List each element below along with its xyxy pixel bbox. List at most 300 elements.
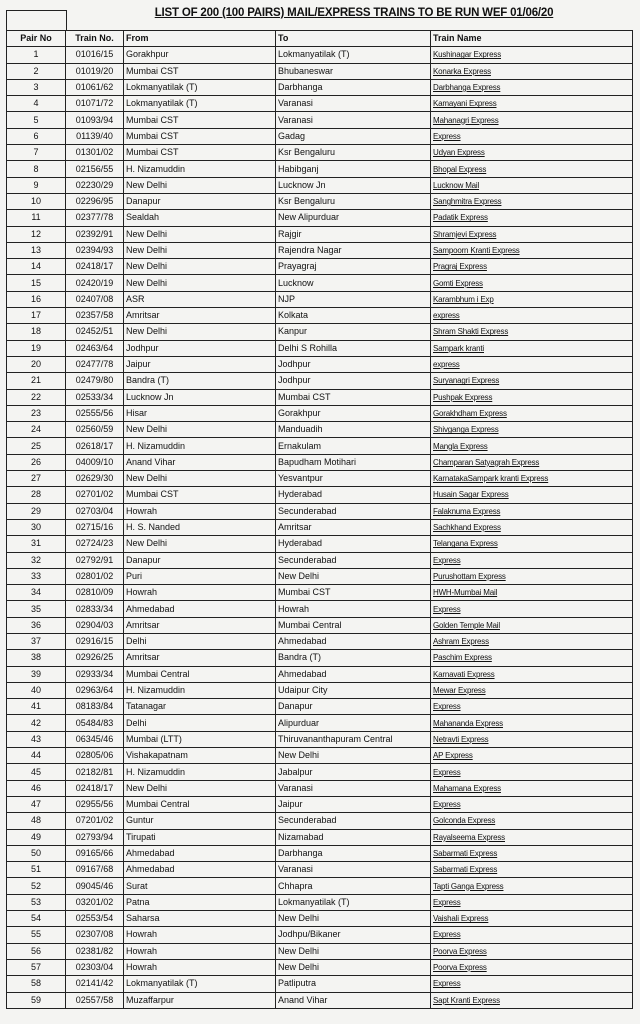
- pair-no-cell: 49: [7, 829, 66, 845]
- train-name-cell: Champaran Satyagrah Express: [431, 454, 633, 470]
- pair-no-cell: 45: [7, 764, 66, 780]
- from-cell: Mumbai CST: [124, 63, 276, 79]
- to-cell: Gadag: [276, 128, 431, 144]
- train-no-cell: 02715/16: [66, 519, 124, 535]
- to-cell: New Alipurduar: [276, 210, 431, 226]
- train-no-cell: 01071/72: [66, 96, 124, 112]
- to-cell: New Delhi: [276, 943, 431, 959]
- to-cell: Chhapra: [276, 878, 431, 894]
- train-name-cell: Golconda Express: [431, 813, 633, 829]
- table-body: [7, 47, 633, 1009]
- from-cell: Bandra (T): [124, 373, 276, 389]
- table-row: [7, 47, 633, 63]
- pair-no-cell: 46: [7, 780, 66, 796]
- from-cell: New Delhi: [124, 471, 276, 487]
- table-row: [7, 715, 633, 731]
- from-cell: New Delhi: [124, 422, 276, 438]
- table-row: [7, 275, 633, 291]
- table-row: [7, 96, 633, 112]
- to-cell: Ksr Bengaluru: [276, 145, 431, 161]
- train-no-cell: 02955/56: [66, 796, 124, 812]
- from-cell: Gorakhpur: [124, 47, 276, 63]
- train-no-cell: 02629/30: [66, 471, 124, 487]
- train-name-cell: Sanghmitra Express: [431, 193, 633, 209]
- table-row: [7, 764, 633, 780]
- table-row: [7, 503, 633, 519]
- train-name-cell: HWH-Mumbai Mail: [431, 585, 633, 601]
- pair-no-cell: 4: [7, 96, 66, 112]
- train-no-cell: 08183/84: [66, 699, 124, 715]
- to-cell: Jodhpur: [276, 373, 431, 389]
- train-name-cell: Karambhum i Exp: [431, 291, 633, 307]
- to-cell: Darbhanga: [276, 845, 431, 861]
- to-cell: Delhi S Rohilla: [276, 340, 431, 356]
- to-cell: New Delhi: [276, 959, 431, 975]
- train-no-cell: 02926/25: [66, 650, 124, 666]
- from-cell: Howrah: [124, 943, 276, 959]
- train-name-cell: Sapt Kranti Express: [431, 992, 633, 1008]
- pair-no-cell: 56: [7, 943, 66, 959]
- from-cell: Lokmanyatilak (T): [124, 976, 276, 992]
- train-name-cell: Vaishali Express: [431, 911, 633, 927]
- to-cell: Jaipur: [276, 796, 431, 812]
- pair-no-cell: 22: [7, 389, 66, 405]
- from-cell: Mumbai Central: [124, 666, 276, 682]
- header-to: To: [276, 31, 431, 47]
- pair-no-cell: 43: [7, 731, 66, 747]
- table-row: [7, 63, 633, 79]
- pair-no-cell: 38: [7, 650, 66, 666]
- table-row: [7, 193, 633, 209]
- from-cell: Lucknow Jn: [124, 389, 276, 405]
- pair-no-cell: 15: [7, 275, 66, 291]
- table-row: [7, 976, 633, 992]
- train-name-cell: Mangla Express: [431, 438, 633, 454]
- train-no-cell: 09167/68: [66, 862, 124, 878]
- to-cell: Mumbai Central: [276, 617, 431, 633]
- pair-no-cell: 30: [7, 519, 66, 535]
- to-cell: Patliputra: [276, 976, 431, 992]
- to-cell: Manduadih: [276, 422, 431, 438]
- train-name-cell: express: [431, 356, 633, 372]
- table-row: [7, 617, 633, 633]
- table-row: [7, 601, 633, 617]
- pair-no-cell: 35: [7, 601, 66, 617]
- to-cell: Prayagraj: [276, 259, 431, 275]
- from-cell: H. Nizamuddin: [124, 161, 276, 177]
- from-cell: Saharsa: [124, 911, 276, 927]
- to-cell: Alipurduar: [276, 715, 431, 731]
- table-row: [7, 813, 633, 829]
- pair-no-cell: 14: [7, 259, 66, 275]
- train-no-cell: 01139/40: [66, 128, 124, 144]
- train-name-cell: Darbhanga Express: [431, 79, 633, 95]
- pair-no-cell: 54: [7, 911, 66, 927]
- to-cell: Ksr Bengaluru: [276, 193, 431, 209]
- pair-no-cell: 17: [7, 308, 66, 324]
- train-name-cell: Kushinagar Express: [431, 47, 633, 63]
- from-cell: Hisar: [124, 405, 276, 421]
- table-row: [7, 568, 633, 584]
- from-cell: Mumbai Central: [124, 796, 276, 812]
- train-name-cell: Konarka Express: [431, 63, 633, 79]
- train-list-table: [6, 30, 633, 1009]
- train-name-cell: Pragraj Express: [431, 259, 633, 275]
- to-cell: Anand Vihar: [276, 992, 431, 1008]
- to-cell: Kanpur: [276, 324, 431, 340]
- to-cell: New Delhi: [276, 748, 431, 764]
- train-no-cell: 02156/55: [66, 161, 124, 177]
- train-no-cell: 02477/78: [66, 356, 124, 372]
- table-row: [7, 927, 633, 943]
- table-row: [7, 324, 633, 340]
- to-cell: Ahmedabad: [276, 666, 431, 682]
- train-no-cell: 02904/03: [66, 617, 124, 633]
- train-name-cell: Express: [431, 927, 633, 943]
- train-name-cell: Husain Sagar Express: [431, 487, 633, 503]
- table-row: [7, 862, 633, 878]
- train-name-cell: Express: [431, 796, 633, 812]
- from-cell: New Delhi: [124, 242, 276, 258]
- table-row: [7, 748, 633, 764]
- from-cell: Delhi: [124, 715, 276, 731]
- train-no-cell: 01061/62: [66, 79, 124, 95]
- pair-no-cell: 55: [7, 927, 66, 943]
- pair-no-cell: 40: [7, 682, 66, 698]
- from-cell: Amritsar: [124, 650, 276, 666]
- to-cell: Darbhanga: [276, 79, 431, 95]
- train-no-cell: 02418/17: [66, 780, 124, 796]
- train-no-cell: 02618/17: [66, 438, 124, 454]
- pair-no-cell: 58: [7, 976, 66, 992]
- to-cell: Secunderabad: [276, 552, 431, 568]
- from-cell: Vishakapatnam: [124, 748, 276, 764]
- pair-no-cell: 2: [7, 63, 66, 79]
- table-row: [7, 422, 633, 438]
- pair-no-cell: 52: [7, 878, 66, 894]
- train-no-cell: 02701/02: [66, 487, 124, 503]
- train-name-cell: Poorva Express: [431, 943, 633, 959]
- train-name-cell: Suryanagri Express: [431, 373, 633, 389]
- from-cell: Amritsar: [124, 617, 276, 633]
- to-cell: Jabalpur: [276, 764, 431, 780]
- pair-no-cell: 34: [7, 585, 66, 601]
- train-no-cell: 01093/94: [66, 112, 124, 128]
- pair-no-cell: 19: [7, 340, 66, 356]
- table-row: [7, 226, 633, 242]
- train-no-cell: 02307/08: [66, 927, 124, 943]
- to-cell: Jodhpu/Bikaner: [276, 927, 431, 943]
- pair-no-cell: 50: [7, 845, 66, 861]
- pair-no-cell: 48: [7, 813, 66, 829]
- train-no-cell: 02963/64: [66, 682, 124, 698]
- table-row: [7, 943, 633, 959]
- from-cell: Mumbai (LTT): [124, 731, 276, 747]
- to-cell: Mumbai CST: [276, 389, 431, 405]
- from-cell: Ahmedabad: [124, 862, 276, 878]
- train-no-cell: 02805/06: [66, 748, 124, 764]
- to-cell: Kolkata: [276, 308, 431, 324]
- table-row: [7, 487, 633, 503]
- train-name-cell: Paschim Express: [431, 650, 633, 666]
- train-name-cell: Shram Shakti Express: [431, 324, 633, 340]
- pair-no-cell: 24: [7, 422, 66, 438]
- from-cell: Surat: [124, 878, 276, 894]
- to-cell: Hyderabad: [276, 536, 431, 552]
- from-cell: Mumbai CST: [124, 487, 276, 503]
- to-cell: Secunderabad: [276, 813, 431, 829]
- train-name-cell: Sampark kranti: [431, 340, 633, 356]
- to-cell: Lucknow Jn: [276, 177, 431, 193]
- table-row: [7, 308, 633, 324]
- from-cell: Anand Vihar: [124, 454, 276, 470]
- train-name-cell: Mahananda Express: [431, 715, 633, 731]
- from-cell: New Delhi: [124, 780, 276, 796]
- train-name-cell: Netravti Express: [431, 731, 633, 747]
- train-no-cell: 02479/80: [66, 373, 124, 389]
- table-row: [7, 389, 633, 405]
- train-name-cell: Telangana Express: [431, 536, 633, 552]
- table-row: [7, 992, 633, 1008]
- train-no-cell: 03201/02: [66, 894, 124, 910]
- table-row: [7, 829, 633, 845]
- pair-no-cell: 39: [7, 666, 66, 682]
- train-name-cell: Bhopal Express: [431, 161, 633, 177]
- to-cell: Varanasi: [276, 112, 431, 128]
- train-no-cell: 02810/09: [66, 585, 124, 601]
- train-name-cell: Padatik Express: [431, 210, 633, 226]
- from-cell: Muzaffarpur: [124, 992, 276, 1008]
- train-name-cell: Express: [431, 976, 633, 992]
- from-cell: Lokmanyatilak (T): [124, 79, 276, 95]
- table-row: [7, 405, 633, 421]
- train-no-cell: 02560/59: [66, 422, 124, 438]
- train-name-cell: express: [431, 308, 633, 324]
- train-name-cell: Express: [431, 894, 633, 910]
- pair-no-cell: 31: [7, 536, 66, 552]
- table-row: [7, 699, 633, 715]
- from-cell: H. Nizamuddin: [124, 438, 276, 454]
- train-no-cell: 02724/23: [66, 536, 124, 552]
- from-cell: Danapur: [124, 552, 276, 568]
- pair-no-cell: 9: [7, 177, 66, 193]
- pair-no-cell: 13: [7, 242, 66, 258]
- train-name-cell: Tapti Ganga Express: [431, 878, 633, 894]
- pair-no-cell: 26: [7, 454, 66, 470]
- pair-no-cell: 16: [7, 291, 66, 307]
- train-name-cell: Golden Temple Mail: [431, 617, 633, 633]
- to-cell: Lokmanyatilak (T): [276, 47, 431, 63]
- pair-no-cell: 37: [7, 633, 66, 649]
- to-cell: NJP: [276, 291, 431, 307]
- train-no-cell: 04009/10: [66, 454, 124, 470]
- train-no-cell: 02833/34: [66, 601, 124, 617]
- header-from: From: [124, 31, 276, 47]
- table-row: [7, 373, 633, 389]
- from-cell: Puri: [124, 568, 276, 584]
- train-name-cell: Pushpak Express: [431, 389, 633, 405]
- table-row: [7, 911, 633, 927]
- from-cell: New Delhi: [124, 536, 276, 552]
- train-no-cell: 07201/02: [66, 813, 124, 829]
- table-row: [7, 536, 633, 552]
- train-no-cell: 02555/56: [66, 405, 124, 421]
- pair-no-cell: 59: [7, 992, 66, 1008]
- to-cell: Varanasi: [276, 96, 431, 112]
- from-cell: Jodhpur: [124, 340, 276, 356]
- to-cell: Lucknow: [276, 275, 431, 291]
- table-row: [7, 552, 633, 568]
- train-name-cell: Shivganga Express: [431, 422, 633, 438]
- table-row: [7, 145, 633, 161]
- to-cell: Nizamabad: [276, 829, 431, 845]
- pair-no-cell: 1: [7, 47, 66, 63]
- table-row: [7, 259, 633, 275]
- train-no-cell: 02557/58: [66, 992, 124, 1008]
- table-row: [7, 79, 633, 95]
- train-name-cell: Gomti Express: [431, 275, 633, 291]
- header-corner-cell: [6, 10, 67, 31]
- pair-no-cell: 33: [7, 568, 66, 584]
- from-cell: Ahmedabad: [124, 845, 276, 861]
- table-header-row: [7, 31, 633, 47]
- from-cell: Mumbai CST: [124, 128, 276, 144]
- pair-no-cell: 44: [7, 748, 66, 764]
- train-name-cell: Mewar Express: [431, 682, 633, 698]
- from-cell: Lokmanyatilak (T): [124, 96, 276, 112]
- from-cell: New Delhi: [124, 259, 276, 275]
- train-no-cell: 09165/66: [66, 845, 124, 861]
- table-row: [7, 633, 633, 649]
- train-name-cell: Sabarmati Express: [431, 845, 633, 861]
- to-cell: Howrah: [276, 601, 431, 617]
- pair-no-cell: 10: [7, 193, 66, 209]
- train-name-cell: Udyan Express: [431, 145, 633, 161]
- pair-no-cell: 41: [7, 699, 66, 715]
- to-cell: Mumbai CST: [276, 585, 431, 601]
- pair-no-cell: 57: [7, 959, 66, 975]
- from-cell: Patna: [124, 894, 276, 910]
- from-cell: Mumbai CST: [124, 145, 276, 161]
- train-name-cell: Express: [431, 552, 633, 568]
- to-cell: Habibganj: [276, 161, 431, 177]
- pair-no-cell: 18: [7, 324, 66, 340]
- from-cell: Guntur: [124, 813, 276, 829]
- train-no-cell: 05484/83: [66, 715, 124, 731]
- train-name-cell: Sampoorn Kranti Express: [431, 242, 633, 258]
- to-cell: Jodhpur: [276, 356, 431, 372]
- train-name-cell: Express: [431, 128, 633, 144]
- to-cell: Amritsar: [276, 519, 431, 535]
- train-name-cell: Express: [431, 601, 633, 617]
- train-name-cell: Mahamana Express: [431, 780, 633, 796]
- train-no-cell: 02296/95: [66, 193, 124, 209]
- train-no-cell: 02381/82: [66, 943, 124, 959]
- train-no-cell: 06345/46: [66, 731, 124, 747]
- pair-no-cell: 29: [7, 503, 66, 519]
- table-row: [7, 454, 633, 470]
- train-no-cell: 02392/91: [66, 226, 124, 242]
- to-cell: New Delhi: [276, 911, 431, 927]
- table-row: [7, 682, 633, 698]
- train-no-cell: 09045/46: [66, 878, 124, 894]
- train-name-cell: Express: [431, 699, 633, 715]
- table-row: [7, 112, 633, 128]
- from-cell: Tirupati: [124, 829, 276, 845]
- to-cell: Varanasi: [276, 780, 431, 796]
- from-cell: Jaipur: [124, 356, 276, 372]
- train-no-cell: 02357/58: [66, 308, 124, 324]
- train-name-cell: KarnatakaSampark kranti Express: [431, 471, 633, 487]
- pair-no-cell: 27: [7, 471, 66, 487]
- from-cell: New Delhi: [124, 275, 276, 291]
- from-cell: H. Nizamuddin: [124, 682, 276, 698]
- pair-no-cell: 53: [7, 894, 66, 910]
- to-cell: Bhubaneswar: [276, 63, 431, 79]
- table-row: [7, 210, 633, 226]
- table-row: [7, 780, 633, 796]
- train-name-cell: Shramjevi Express: [431, 226, 633, 242]
- train-name-cell: Sachkhand Express: [431, 519, 633, 535]
- train-no-cell: 02916/15: [66, 633, 124, 649]
- table-row: [7, 959, 633, 975]
- pair-no-cell: 42: [7, 715, 66, 731]
- train-no-cell: 02303/04: [66, 959, 124, 975]
- to-cell: New Delhi: [276, 568, 431, 584]
- train-name-cell: Sabarmati Express: [431, 862, 633, 878]
- to-cell: Varanasi: [276, 862, 431, 878]
- table-row: [7, 128, 633, 144]
- to-cell: Ahmedabad: [276, 633, 431, 649]
- pair-no-cell: 23: [7, 405, 66, 421]
- pair-no-cell: 12: [7, 226, 66, 242]
- train-no-cell: 02793/94: [66, 829, 124, 845]
- table-row: [7, 650, 633, 666]
- train-no-cell: 02801/02: [66, 568, 124, 584]
- pair-no-cell: 7: [7, 145, 66, 161]
- pair-no-cell: 6: [7, 128, 66, 144]
- pair-no-cell: 5: [7, 112, 66, 128]
- pair-no-cell: 36: [7, 617, 66, 633]
- to-cell: Udaipur City: [276, 682, 431, 698]
- from-cell: Howrah: [124, 503, 276, 519]
- train-no-cell: 01016/15: [66, 47, 124, 63]
- from-cell: Ahmedabad: [124, 601, 276, 617]
- table-row: [7, 519, 633, 535]
- table-row: [7, 585, 633, 601]
- train-no-cell: 01301/02: [66, 145, 124, 161]
- from-cell: Howrah: [124, 959, 276, 975]
- table-row: [7, 356, 633, 372]
- from-cell: New Delhi: [124, 177, 276, 193]
- train-no-cell: 02407/08: [66, 291, 124, 307]
- to-cell: Lokmanyatilak (T): [276, 894, 431, 910]
- train-no-cell: 02792/91: [66, 552, 124, 568]
- pair-no-cell: 51: [7, 862, 66, 878]
- from-cell: Tatanagar: [124, 699, 276, 715]
- table-row: [7, 845, 633, 861]
- train-no-cell: 02533/34: [66, 389, 124, 405]
- pair-no-cell: 47: [7, 796, 66, 812]
- table-row: [7, 666, 633, 682]
- pair-no-cell: 32: [7, 552, 66, 568]
- train-name-cell: Express: [431, 764, 633, 780]
- to-cell: Yesvantpur: [276, 471, 431, 487]
- train-no-cell: 02452/51: [66, 324, 124, 340]
- table-row: [7, 894, 633, 910]
- pair-no-cell: 20: [7, 356, 66, 372]
- to-cell: Rajgir: [276, 226, 431, 242]
